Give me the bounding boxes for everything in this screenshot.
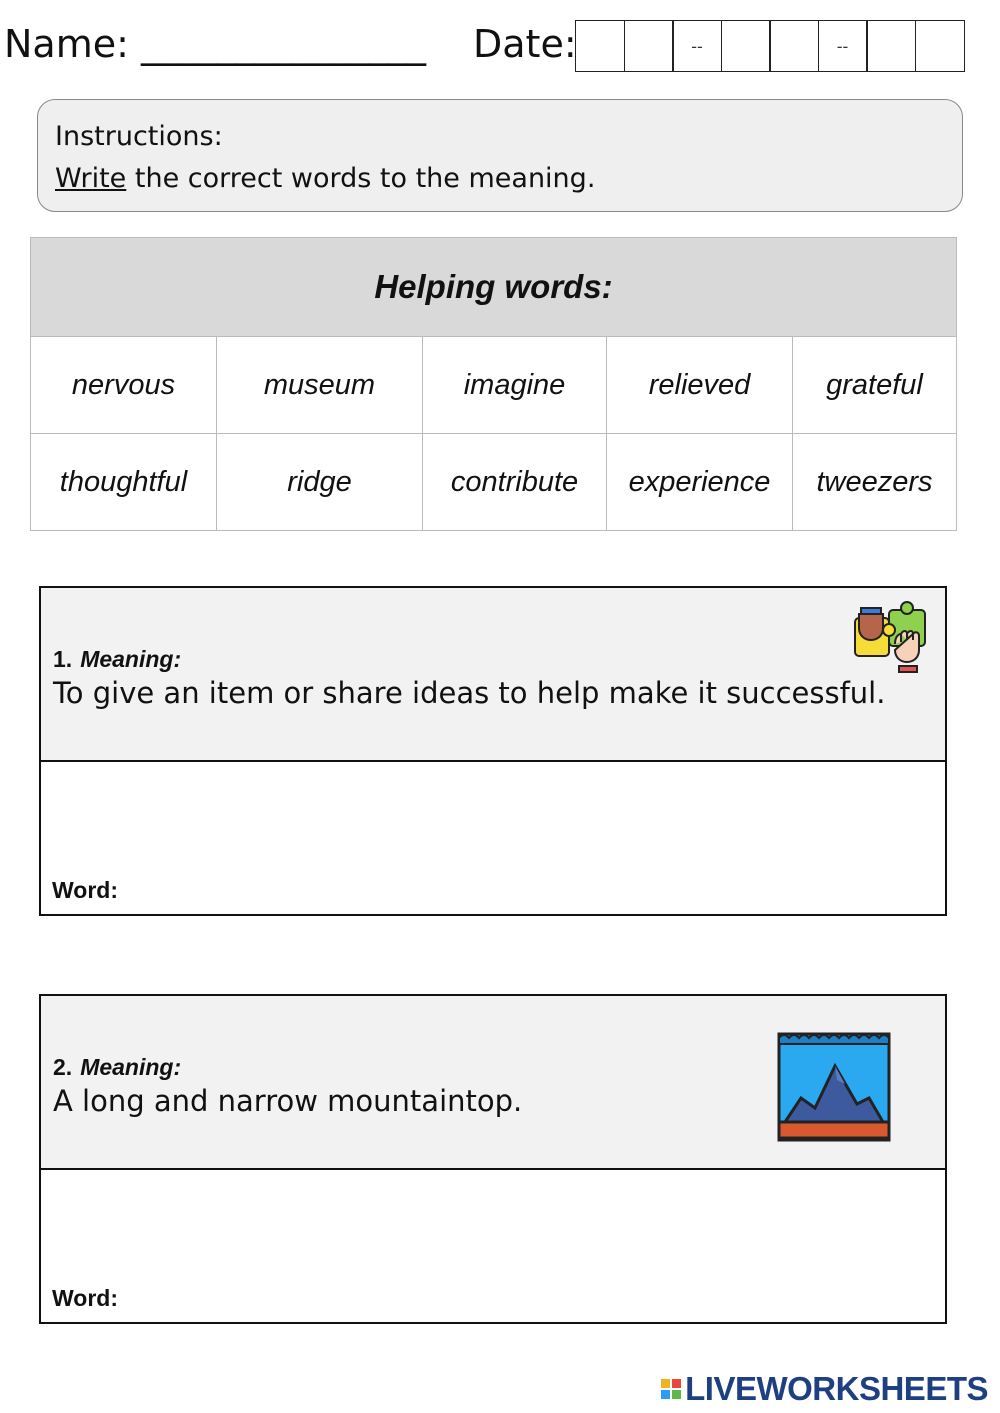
liveworksheets-logo [661,1370,988,1408]
meaning-text: To give an item or share ideas to help make it successful. [53,676,886,710]
instructions-verb: Write [55,163,127,194]
helping-words-table [30,237,957,531]
date-separator: -- [818,20,868,72]
word-cell: imagine [423,337,607,434]
question-meaning-area [41,996,945,1170]
instructions-rest: the correct words to the meaning. [126,163,596,194]
date-label: Date: [473,22,577,66]
word-cell: ridge [217,434,423,531]
answer-area [41,762,945,914]
instructions-box [37,99,963,212]
answer-area [41,1170,945,1322]
instructions-title: Instructions: [55,121,223,152]
date-box[interactable] [866,20,916,72]
word-label: Word: [52,877,119,903]
answer-input-2[interactable] [161,1282,925,1314]
instructions-text [55,158,945,200]
meaning-label: Meaning: [80,646,182,672]
meaning-label: Meaning: [80,1054,182,1080]
question-card-1 [39,586,947,916]
date-box[interactable] [915,20,965,72]
puzzle-hands-icon [849,600,931,682]
name-label: Name: _______________ [4,22,426,66]
undersea-ridge-icon [777,1028,891,1142]
answer-input-1[interactable] [161,874,925,906]
table-row [31,337,957,434]
helping-words-title: Helping words: [31,238,957,337]
word-cell: thoughtful [31,434,217,531]
meaning-text: A long and narrow mountaintop. [53,1084,523,1118]
word-cell: museum [217,337,423,434]
date-separator: -- [672,20,722,72]
question-label [53,1054,181,1081]
word-cell: nervous [31,337,217,434]
word-label: Word: [52,1285,119,1311]
word-cell: experience [607,434,793,531]
date-box[interactable] [769,20,819,72]
word-cell: tweezers [793,434,957,531]
logo-mark-icon [661,1379,681,1399]
date-box[interactable] [721,20,771,72]
date-boxes [575,20,965,72]
word-cell: relieved [607,337,793,434]
word-cell: contribute [423,434,607,531]
logo-text: LIVEWORKSHEETS [685,1370,988,1407]
question-number: 2. [53,1054,73,1080]
word-cell: grateful [793,337,957,434]
date-box[interactable] [575,20,625,72]
question-card-2 [39,994,947,1324]
question-label [53,646,181,673]
question-meaning-area [41,588,945,762]
date-box[interactable] [624,20,674,72]
table-row [31,434,957,531]
question-number: 1. [53,646,73,672]
